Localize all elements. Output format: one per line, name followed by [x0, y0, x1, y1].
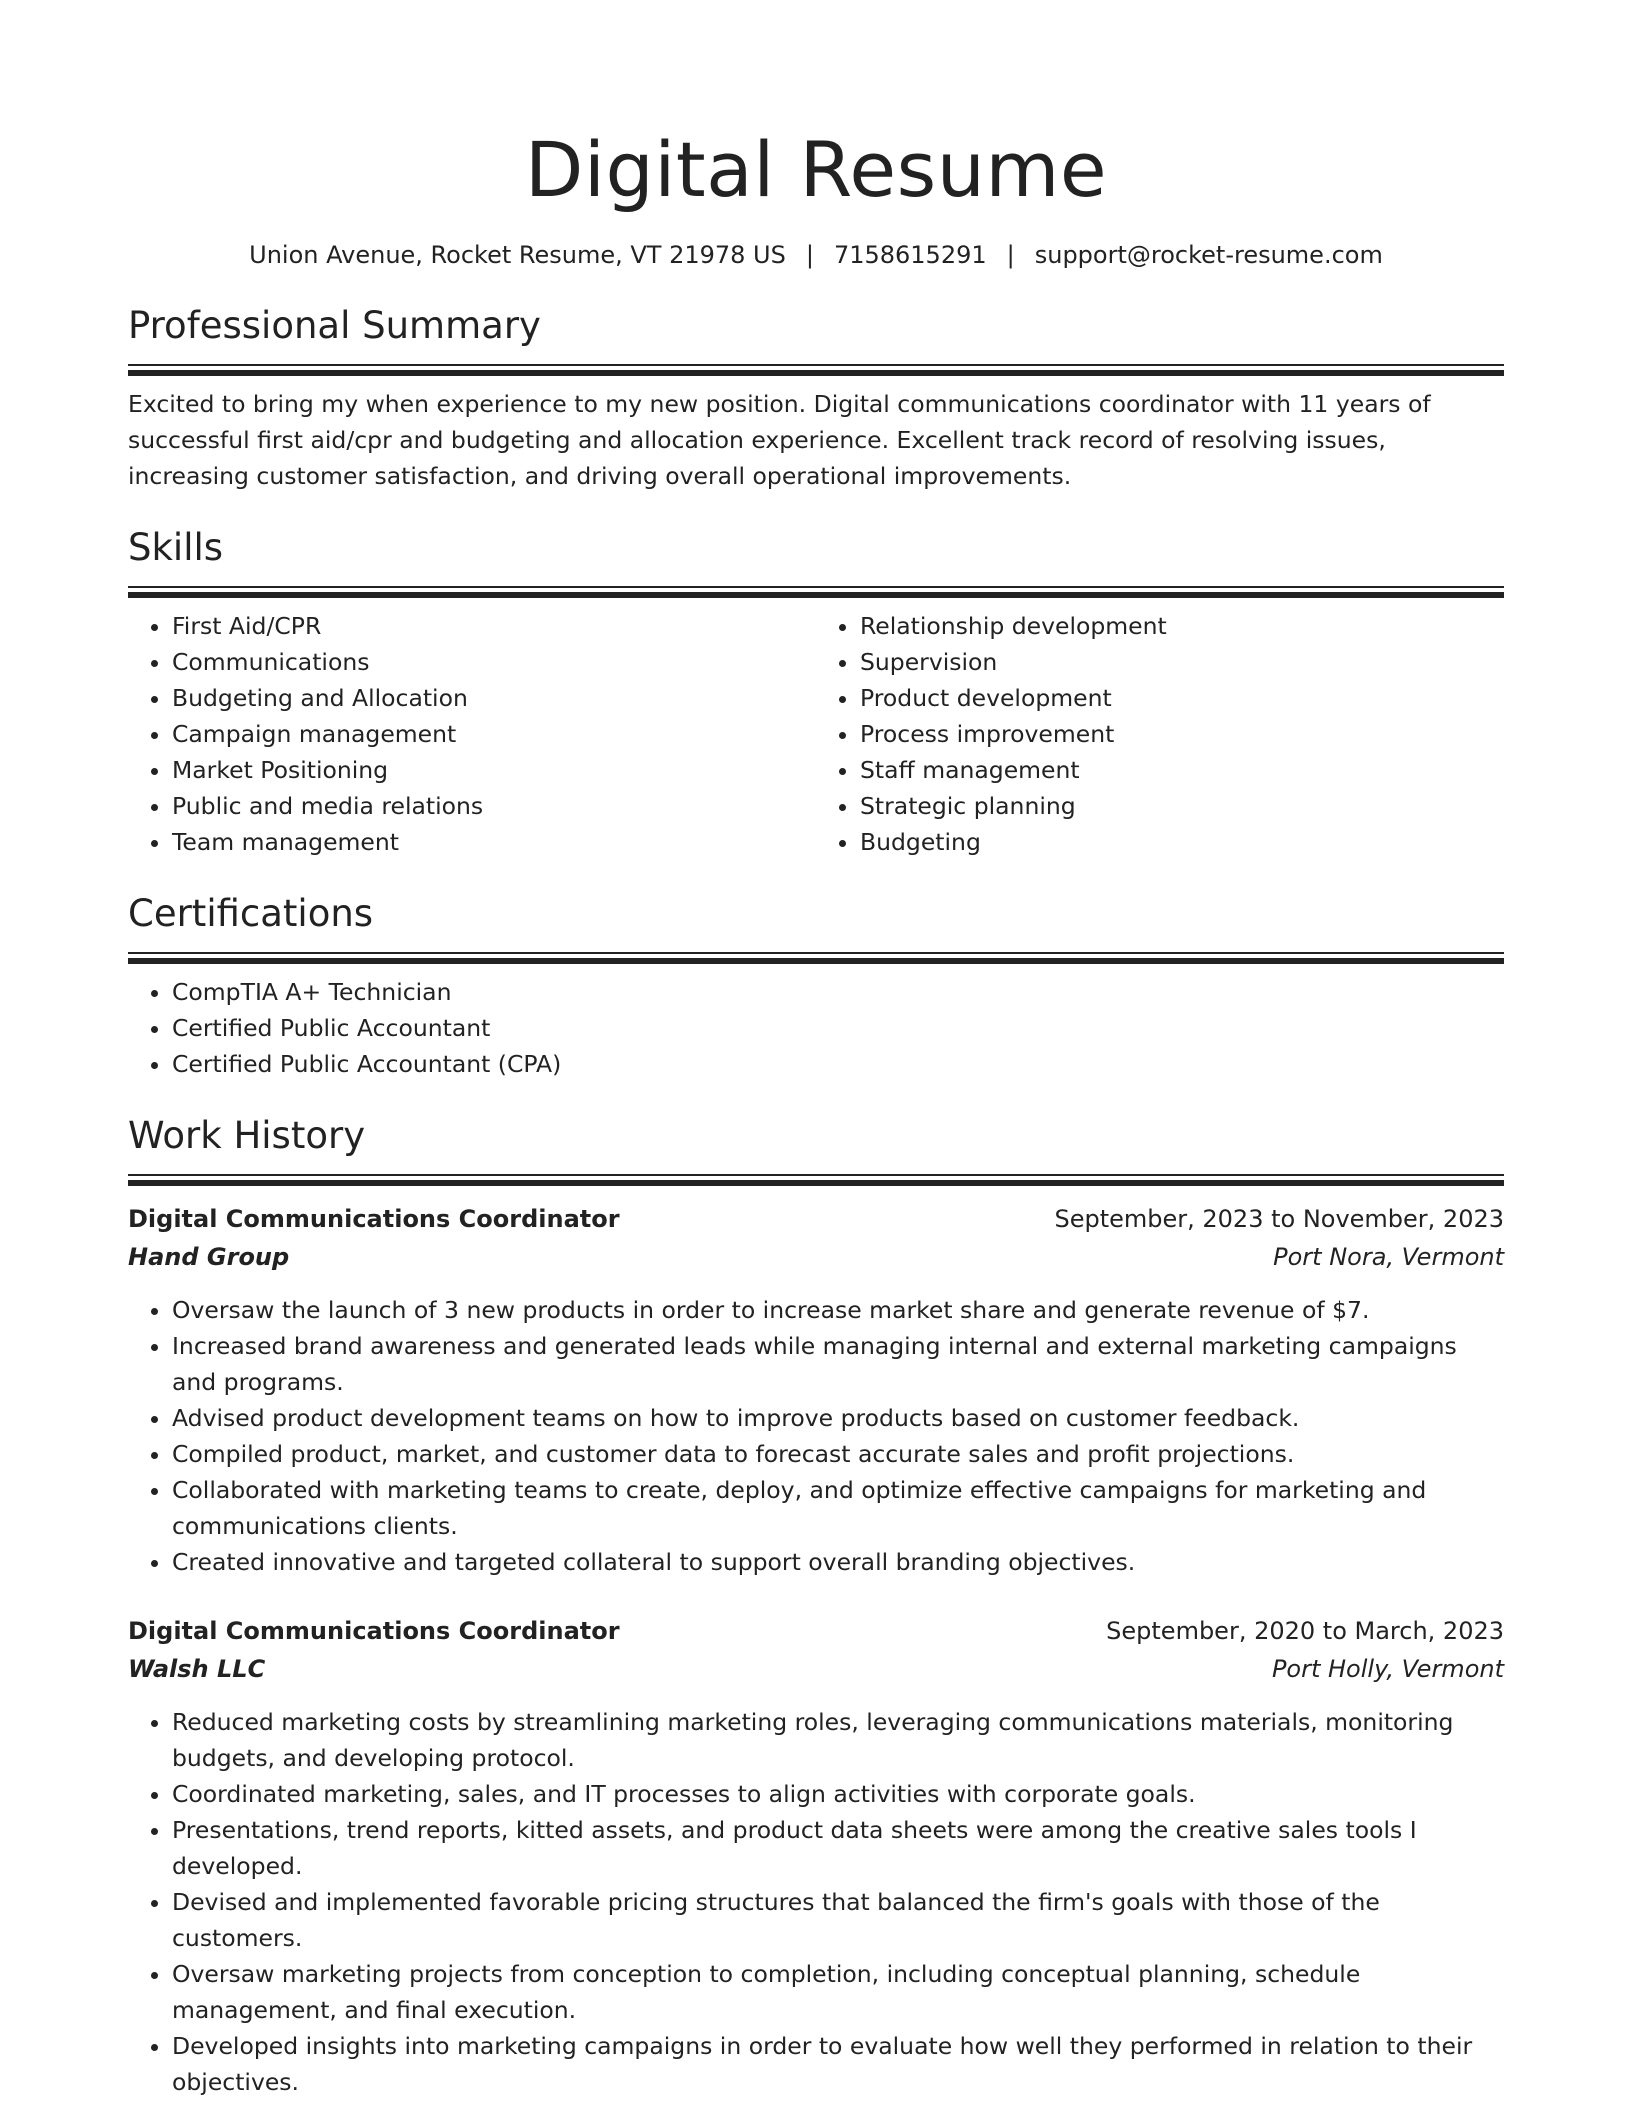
job-company-row	[128, 1650, 1504, 1688]
job-bullet: • Collaborated with marketing teams to create, deploy, and optimize effective campaigns for marketing and communications clients.	[172, 1472, 1504, 1544]
section-title-skills: Skills	[128, 526, 224, 569]
job-bullet: • Compiled product, market, and customer data to forecast accurate sales and profit projections.	[172, 1436, 1504, 1472]
skill-item: • Relationship development	[860, 608, 1504, 644]
skill-item: • Budgeting and Allocation	[172, 680, 816, 716]
contact-phone: 7158615291	[833, 241, 987, 269]
work-history-section	[128, 1112, 1504, 2100]
contact-separator: |	[805, 241, 814, 269]
certification-item: • Certified Public Accountant	[172, 1010, 1504, 1046]
skills-list-right	[816, 608, 1504, 860]
job-bullet: • Devised and implemented favorable pricing structures that balanced the firm's goals with those of the customers.	[172, 1884, 1504, 1956]
summary-section	[128, 302, 1504, 494]
skill-item: • Staff management	[860, 752, 1504, 788]
section-title-work-history: Work History	[128, 1114, 366, 1157]
job-header-row	[128, 1612, 1504, 1650]
job-bullets	[128, 1704, 1504, 2100]
job-title: Digital Communications Coordinator	[128, 1617, 620, 1645]
section-title-summary: Professional Summary	[128, 304, 541, 347]
skills-grid	[128, 598, 1504, 860]
skill-item: • Team management	[172, 824, 816, 860]
skill-item: • Campaign management	[172, 716, 816, 752]
certification-item: • Certified Public Accountant (CPA)	[172, 1046, 1504, 1082]
skill-item: • Process improvement	[860, 716, 1504, 752]
section-title-certifications: Certifications	[128, 892, 374, 935]
skills-section	[128, 524, 1504, 860]
certifications-list	[128, 974, 1504, 1082]
contact-separator: |	[1006, 241, 1015, 269]
job-entry	[128, 1612, 1504, 2100]
contact-email: support@rocket-resume.com	[1034, 241, 1383, 269]
summary-text: Excited to bring my when experience to my new position. Digital communications coordinator with 11 years of successful first aid/cpr and budgeting and allocation experience. Excellent track record of resolving issues, increasing customer satisfaction, and driving overall operational improvements.	[128, 390, 1431, 490]
skill-item: • Product development	[860, 680, 1504, 716]
section-divider	[128, 952, 1504, 964]
job-location: Port Nora, Vermont	[1273, 1243, 1504, 1271]
job-bullet: • Created innovative and targeted collateral to support overall branding objectives.	[172, 1544, 1504, 1580]
job-bullet: • Presentations, trend reports, kitted assets, and product data sheets were among the creative sales tools I developed.	[172, 1812, 1504, 1884]
section-divider	[128, 364, 1504, 376]
job-bullet: • Increased brand awareness and generated leads while managing internal and external marketing campaigns and programs.	[172, 1328, 1504, 1400]
job-header-row	[128, 1200, 1504, 1238]
job-bullet: • Advised product development teams on how to improve products based on customer feedback.	[172, 1400, 1504, 1436]
certifications-section	[128, 890, 1504, 1082]
section-divider	[128, 586, 1504, 598]
certification-item: • CompTIA A+ Technician	[172, 974, 1504, 1010]
job-company: Walsh LLC	[128, 1655, 266, 1683]
job-company-row	[128, 1238, 1504, 1276]
skill-item: • Supervision	[860, 644, 1504, 680]
job-bullets	[128, 1292, 1504, 1580]
resume-name: Digital Resume	[524, 125, 1108, 214]
skill-item: • First Aid/CPR	[172, 608, 816, 644]
contact-address: Union Avenue, Rocket Resume, VT 21978 US	[249, 241, 786, 269]
job-entry	[128, 1200, 1504, 1580]
job-bullet: • Coordinated marketing, sales, and IT processes to align activities with corporate goals.	[172, 1776, 1504, 1812]
skill-item: • Strategic planning	[860, 788, 1504, 824]
skill-item: • Public and media relations	[172, 788, 816, 824]
job-bullet: • Developed insights into marketing campaigns in order to evaluate how well they performed in relation to their objectives.	[172, 2028, 1504, 2100]
job-dates: September, 2020 to March, 2023	[1106, 1617, 1504, 1645]
skill-item: • Communications	[172, 644, 816, 680]
section-divider	[128, 1174, 1504, 1186]
job-company: Hand Group	[128, 1243, 290, 1271]
skill-item: • Budgeting	[860, 824, 1504, 860]
skill-item: • Market Positioning	[172, 752, 816, 788]
job-bullet: • Oversaw the launch of 3 new products in order to increase market share and generate revenue of $7.	[172, 1292, 1504, 1328]
skills-list-left	[128, 608, 816, 860]
job-bullet: • Reduced marketing costs by streamlining marketing roles, leveraging communications materials, monitoring budgets, and developing protocol.	[172, 1704, 1504, 1776]
job-title: Digital Communications Coordinator	[128, 1205, 620, 1233]
job-location: Port Holly, Vermont	[1271, 1655, 1504, 1683]
job-dates: September, 2023 to November, 2023	[1054, 1205, 1504, 1233]
contact-line	[128, 238, 1504, 272]
job-bullet: • Oversaw marketing projects from conception to completion, including conceptual planning, schedule management, and final execution.	[172, 1956, 1504, 2028]
